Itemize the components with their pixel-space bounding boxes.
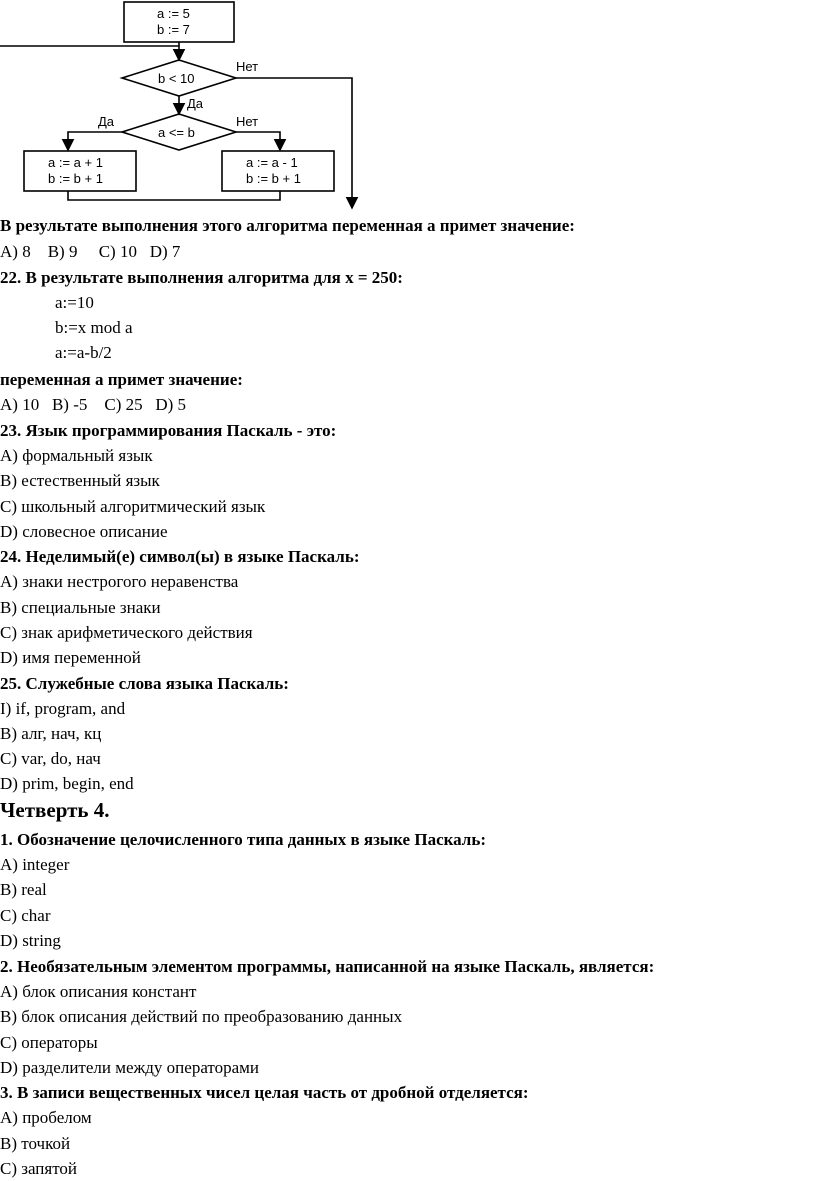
answer-option: С) var, do, нач: [0, 749, 101, 768]
question-heading: 23. Язык программирования Паскаль - это:: [0, 421, 337, 440]
code-line: a:=10: [55, 293, 94, 312]
answer-options: А) 10 В) -5 С) 25 D) 5: [0, 395, 187, 414]
answer-option: С) школьный алгоритмический язык: [0, 497, 266, 516]
answer-option: I) if, program, and: [0, 699, 126, 718]
answer-option: А) блок описания констант: [0, 982, 197, 1001]
answer-option: D) prim, begin, end: [0, 774, 134, 793]
question-heading: 24. Неделимый(е) символ(ы) в языке Паскаль:: [0, 547, 360, 566]
answer-option: С) запятой: [0, 1159, 78, 1178]
answer-option: В) точкой: [0, 1134, 71, 1153]
answer-option: D) имя переменной: [0, 648, 141, 667]
question-subprompt: переменная а примет значение:: [0, 370, 243, 389]
answer-option: В) специальные знаки: [0, 598, 161, 617]
answer-option: С) char: [0, 906, 51, 925]
answer-option: В) естественный язык: [0, 471, 160, 490]
answer-option: В) алг, нач, кц: [0, 724, 102, 743]
answer-option: С) операторы: [0, 1033, 98, 1052]
question-heading: 22. В результате выполнения алгоритма для x = 250:: [0, 268, 403, 287]
question-heading: 25. Служебные слова языка Паскаль:: [0, 674, 289, 693]
cond1-text: b < 10: [158, 71, 195, 86]
answer-option: В) real: [0, 880, 47, 899]
answer-options: А) 8 В) 9 С) 10 D) 7: [0, 242, 181, 261]
answer-option: А) знаки нестрогого неравенства: [0, 572, 239, 591]
cond1-no-label: Нет: [236, 59, 259, 74]
cond2-yes-label: Да: [98, 114, 115, 129]
answer-option: А) формальный язык: [0, 446, 153, 465]
box-right-line1: a := a - 1: [246, 155, 298, 170]
box-left-line1: a := a + 1: [48, 155, 103, 170]
question-heading: 3. В записи вещественных чисел целая часть от дробной отделяется:: [0, 1083, 529, 1102]
flowchart-diagram: [0, 0, 380, 212]
box1-line1: a := 5: [157, 6, 190, 21]
section-title: Четверть 4.: [0, 798, 110, 822]
box1-line2: b := 7: [157, 22, 190, 37]
question-heading: 2. Необязательным элементом программы, написанной на языке Паскаль, является:: [0, 957, 655, 976]
answer-option: D) разделители между операторами: [0, 1058, 260, 1077]
answer-option: А) integer: [0, 855, 70, 874]
answer-option: С) знак арифметического действия: [0, 623, 253, 642]
code-line: a:=a-b/2: [55, 343, 112, 362]
question-21-prompt: В результате выполнения этого алгоритма переменная а примет значение:: [0, 216, 575, 235]
answer-option: D) словесное описание: [0, 522, 168, 541]
answer-option: D) string: [0, 931, 61, 950]
box-left-line2: b := b + 1: [48, 171, 103, 186]
cond2-no-label: Нет: [236, 114, 259, 129]
box-right-line2: b := b + 1: [246, 171, 301, 186]
question-heading: 1. Обозначение целочисленного типа данных в языке Паскаль:: [0, 830, 486, 849]
cond1-yes-label: Да: [187, 96, 204, 111]
cond2-text: a <= b: [158, 125, 195, 140]
answer-option: А) пробелом: [0, 1108, 92, 1127]
code-line: b:=x mod a: [55, 318, 133, 337]
answer-option: В) блок описания действий по преобразованию данных: [0, 1007, 403, 1026]
